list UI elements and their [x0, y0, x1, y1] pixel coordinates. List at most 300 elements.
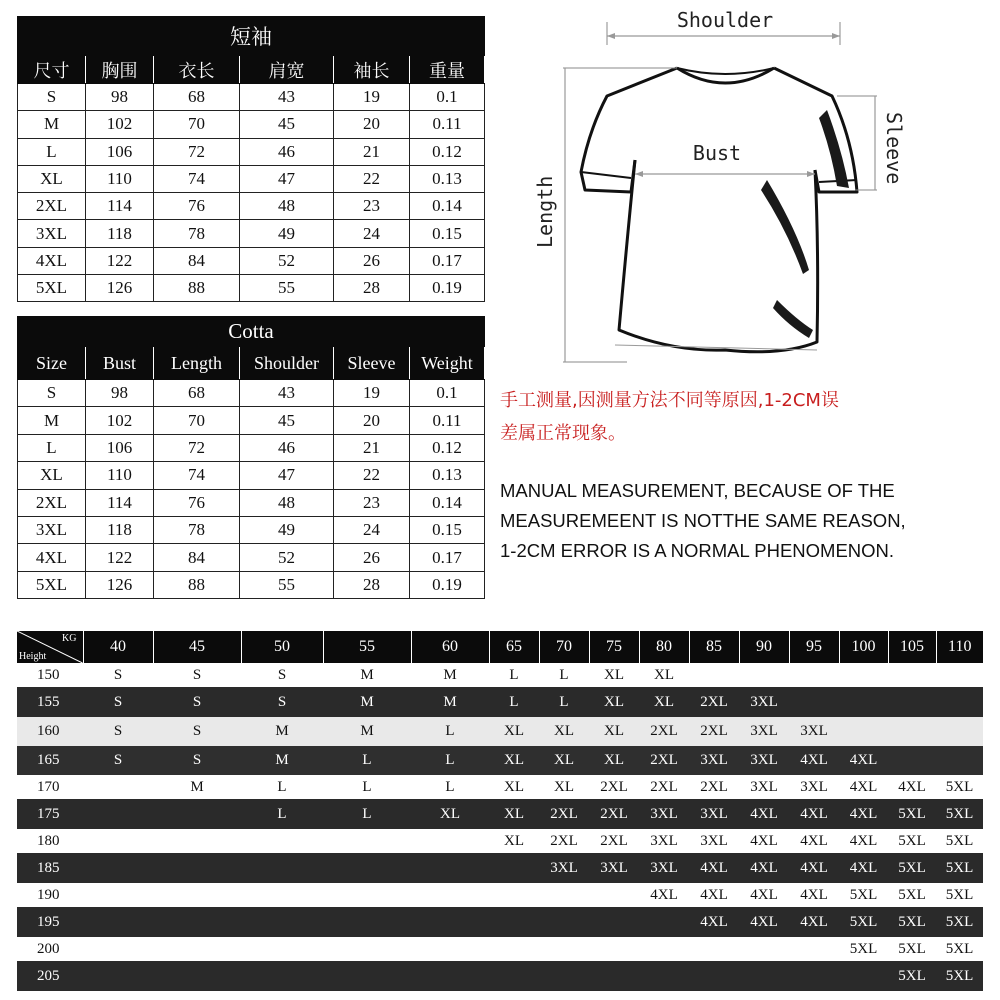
table-cell: 102 — [86, 407, 154, 434]
size-cell: 4XL — [789, 853, 839, 883]
size-table-english — [17, 316, 485, 599]
height-value: 160 — [17, 717, 83, 746]
size-cell: 4XL — [789, 883, 839, 907]
chart-row — [17, 961, 983, 991]
size-cell: M — [323, 663, 411, 687]
size-cell: 4XL — [689, 907, 739, 937]
table-cell: 24 — [334, 220, 410, 247]
table-cell: 23 — [334, 489, 410, 516]
size-cell — [323, 883, 411, 907]
table-cell: 0.19 — [410, 571, 485, 598]
table-cell: 4XL — [18, 544, 86, 571]
size-cell: M — [323, 687, 411, 717]
size-cell — [83, 937, 153, 961]
size-cell: 3XL — [689, 829, 739, 853]
size-cell: XL — [539, 746, 589, 775]
table-cell: 55 — [240, 275, 334, 302]
table-cell: 45 — [240, 407, 334, 434]
size-cell: XL — [489, 775, 539, 799]
size-cell — [489, 937, 539, 961]
column-header: Shoulder — [240, 347, 334, 380]
table-cell: 48 — [240, 489, 334, 516]
table-cell: 43 — [240, 84, 334, 111]
size-cell — [489, 961, 539, 991]
table-row — [18, 165, 485, 192]
table-cell: 0.14 — [410, 489, 485, 516]
weight-header: 60 — [411, 631, 489, 663]
table-cell: 114 — [86, 489, 154, 516]
size-cell: M — [411, 687, 489, 717]
size-cell — [241, 937, 323, 961]
table-cell: 49 — [240, 220, 334, 247]
size-cell: 4XL — [789, 799, 839, 829]
table-cell: 0.17 — [410, 544, 485, 571]
table-row — [18, 489, 485, 516]
size-cell: 2XL — [539, 799, 589, 829]
size-cell: 2XL — [689, 775, 739, 799]
height-value: 200 — [17, 937, 83, 961]
table-cell: 76 — [154, 489, 240, 516]
table-cell: 0.11 — [410, 407, 485, 434]
size-cell: 5XL — [888, 829, 936, 853]
size-cell — [936, 746, 983, 775]
size-cell: S — [153, 663, 241, 687]
size-cell: 5XL — [936, 853, 983, 883]
table-row — [18, 138, 485, 165]
table-cell: 0.15 — [410, 220, 485, 247]
weight-header: 110 — [936, 631, 983, 663]
size-cell — [323, 937, 411, 961]
size-cell — [489, 907, 539, 937]
height-value: 155 — [17, 687, 83, 717]
size-cell: 4XL — [689, 883, 739, 907]
size-cell: L — [323, 746, 411, 775]
table-cell: 126 — [86, 571, 154, 598]
height-weight-size-chart — [17, 631, 983, 991]
table-cell: 102 — [86, 111, 154, 138]
size-cell — [539, 883, 589, 907]
table-cell: 122 — [86, 544, 154, 571]
size-cell — [241, 961, 323, 991]
table-header-row — [18, 56, 485, 84]
size-cell: 3XL — [689, 799, 739, 829]
size-cell: S — [153, 687, 241, 717]
table-cell: 68 — [154, 84, 240, 111]
size-cell: L — [241, 775, 323, 799]
size-cell: XL — [489, 717, 539, 746]
chart-row — [17, 687, 983, 717]
size-cell — [241, 853, 323, 883]
size-cell — [153, 799, 241, 829]
table-row — [18, 407, 485, 434]
table-row — [18, 111, 485, 138]
size-cell — [323, 853, 411, 883]
table-cell: 98 — [86, 380, 154, 407]
weight-header: 45 — [153, 631, 241, 663]
table-cell: 5XL — [18, 275, 86, 302]
table-cell: 20 — [334, 407, 410, 434]
chart-row — [17, 799, 983, 829]
table-cell: 0.1 — [410, 380, 485, 407]
size-cell — [888, 746, 936, 775]
note-line: 手工测量,因测量方法不同等原因,1-2CM误 — [500, 390, 839, 411]
table-cell: 5XL — [18, 571, 86, 598]
weight-header: 85 — [689, 631, 739, 663]
size-cell — [689, 663, 739, 687]
table-row — [18, 220, 485, 247]
size-cell — [83, 799, 153, 829]
table-cell: 72 — [154, 138, 240, 165]
table-cell: S — [18, 380, 86, 407]
table-cell: M — [18, 111, 86, 138]
size-cell: 4XL — [789, 907, 839, 937]
size-cell — [241, 883, 323, 907]
table-cell: 70 — [154, 111, 240, 138]
size-cell — [589, 937, 639, 961]
table-row — [18, 544, 485, 571]
size-cell: 5XL — [839, 907, 888, 937]
table-cell: 47 — [240, 165, 334, 192]
size-cell: L — [489, 687, 539, 717]
weight-header: 80 — [639, 631, 689, 663]
size-cell: 4XL — [639, 883, 689, 907]
table-cell: L — [18, 434, 86, 461]
table-cell: 55 — [240, 571, 334, 598]
size-cell — [153, 961, 241, 991]
size-cell: M — [153, 775, 241, 799]
height-value: 185 — [17, 853, 83, 883]
table-cell: 72 — [154, 434, 240, 461]
table-cell: 0.12 — [410, 434, 485, 461]
size-cell: L — [323, 799, 411, 829]
size-cell — [739, 961, 789, 991]
table-cell: 46 — [240, 138, 334, 165]
tshirt-shading — [761, 110, 849, 338]
table-cell: 24 — [334, 516, 410, 543]
table-cell: 88 — [154, 275, 240, 302]
size-cell: 3XL — [739, 687, 789, 717]
weight-header: 55 — [323, 631, 411, 663]
chart-row — [17, 907, 983, 937]
size-cell — [411, 829, 489, 853]
size-cell: 4XL — [888, 775, 936, 799]
size-cell — [639, 907, 689, 937]
table-header-row — [18, 347, 485, 380]
chart-row — [17, 746, 983, 775]
table-cell: 122 — [86, 247, 154, 274]
size-cell: M — [323, 717, 411, 746]
size-cell — [153, 907, 241, 937]
size-cell — [888, 717, 936, 746]
size-cell: 3XL — [739, 717, 789, 746]
size-cell — [789, 687, 839, 717]
size-cell — [489, 883, 539, 907]
size-cell: L — [411, 746, 489, 775]
size-cell: 5XL — [888, 883, 936, 907]
size-cell: XL — [539, 775, 589, 799]
size-cell: 3XL — [589, 853, 639, 883]
table-cell: 28 — [334, 275, 410, 302]
size-cell — [153, 853, 241, 883]
size-cell: XL — [639, 687, 689, 717]
size-cell: 5XL — [936, 775, 983, 799]
size-cell: 5XL — [888, 961, 936, 991]
table-cell: 22 — [334, 165, 410, 192]
size-cell — [83, 853, 153, 883]
table-cell: 118 — [86, 516, 154, 543]
height-value: 175 — [17, 799, 83, 829]
size-cell: 2XL — [639, 717, 689, 746]
size-cell — [83, 961, 153, 991]
size-cell — [589, 907, 639, 937]
size-cell: 3XL — [739, 775, 789, 799]
size-cell: 4XL — [839, 799, 888, 829]
size-cell: S — [83, 746, 153, 775]
table-cell: 23 — [334, 193, 410, 220]
size-cell: XL — [489, 746, 539, 775]
size-cell — [936, 717, 983, 746]
column-header: Sleeve — [334, 347, 410, 380]
table-row — [18, 247, 485, 274]
size-cell: 4XL — [839, 829, 888, 853]
table-cell: 78 — [154, 220, 240, 247]
size-cell — [241, 829, 323, 853]
size-cell — [839, 663, 888, 687]
chart-row — [17, 775, 983, 799]
size-cell: 3XL — [639, 853, 689, 883]
size-cell — [888, 663, 936, 687]
table-cell: 74 — [154, 462, 240, 489]
table-cell: 2XL — [18, 193, 86, 220]
size-cell: S — [153, 717, 241, 746]
size-cell: S — [83, 687, 153, 717]
size-cell: 2XL — [639, 746, 689, 775]
size-cell — [411, 853, 489, 883]
table-cell: 46 — [240, 434, 334, 461]
table-cell: 20 — [334, 111, 410, 138]
weight-header: 105 — [888, 631, 936, 663]
table-cell: 0.13 — [410, 462, 485, 489]
table-cell: XL — [18, 462, 86, 489]
size-cell — [936, 663, 983, 687]
size-cell: XL — [639, 663, 689, 687]
size-cell: L — [489, 663, 539, 687]
size-cell — [839, 687, 888, 717]
size-cell — [83, 907, 153, 937]
size-cell: L — [411, 717, 489, 746]
size-cell: 5XL — [888, 937, 936, 961]
size-cell: 2XL — [539, 829, 589, 853]
size-cell — [539, 937, 589, 961]
size-cell — [323, 961, 411, 991]
size-cell: 5XL — [936, 937, 983, 961]
size-cell: 3XL — [739, 746, 789, 775]
table-row — [18, 434, 485, 461]
size-cell — [689, 961, 739, 991]
size-cell: M — [241, 746, 323, 775]
weight-header: 50 — [241, 631, 323, 663]
table-title: 短袖 — [18, 17, 485, 56]
table-cell: 76 — [154, 193, 240, 220]
size-cell: 5XL — [888, 799, 936, 829]
size-cell — [153, 829, 241, 853]
weight-header: 70 — [539, 631, 589, 663]
measurement-note-chinese — [500, 384, 940, 450]
column-header: 肩宽 — [240, 56, 334, 84]
column-header: 袖长 — [334, 56, 410, 84]
weight-header: 90 — [739, 631, 789, 663]
size-cell — [739, 937, 789, 961]
corner-height-label: Height — [19, 651, 47, 662]
size-cell — [153, 937, 241, 961]
size-cell — [589, 883, 639, 907]
table-cell: 0.14 — [410, 193, 485, 220]
size-cell — [83, 829, 153, 853]
weight-header: 75 — [589, 631, 639, 663]
weight-header: 95 — [789, 631, 839, 663]
height-value: 205 — [17, 961, 83, 991]
height-value: 180 — [17, 829, 83, 853]
table-cell: 21 — [334, 138, 410, 165]
size-cell: L — [539, 687, 589, 717]
size-cell: 5XL — [936, 907, 983, 937]
size-cell — [839, 961, 888, 991]
table-cell: 19 — [334, 380, 410, 407]
table-cell: 74 — [154, 165, 240, 192]
size-cell: 5XL — [936, 799, 983, 829]
size-cell: 4XL — [839, 746, 888, 775]
bust-measure-line — [635, 171, 815, 177]
size-cell: 4XL — [789, 829, 839, 853]
table-row — [18, 516, 485, 543]
height-value: 190 — [17, 883, 83, 907]
table-cell: 0.19 — [410, 275, 485, 302]
size-cell: L — [539, 663, 589, 687]
table-cell: 84 — [154, 247, 240, 274]
size-cell — [639, 937, 689, 961]
measurement-note-english — [500, 476, 950, 566]
table-row — [18, 380, 485, 407]
size-cell — [153, 883, 241, 907]
size-cell: 4XL — [739, 907, 789, 937]
table-row — [18, 193, 485, 220]
tshirt-icon — [581, 68, 857, 352]
column-header: 胸围 — [86, 56, 154, 84]
size-cell: 5XL — [888, 853, 936, 883]
size-cell — [411, 907, 489, 937]
size-cell: XL — [539, 717, 589, 746]
size-cell — [936, 687, 983, 717]
table-cell: 2XL — [18, 489, 86, 516]
size-cell — [411, 937, 489, 961]
size-cell: 3XL — [789, 775, 839, 799]
size-cell — [83, 883, 153, 907]
size-cell: S — [241, 663, 323, 687]
size-cell: S — [83, 717, 153, 746]
weight-header: 100 — [839, 631, 888, 663]
table-cell: 70 — [154, 407, 240, 434]
table-cell: 28 — [334, 571, 410, 598]
table-cell: L — [18, 138, 86, 165]
note-line: 差属正常现象。 — [500, 423, 626, 444]
table-cell: 26 — [334, 544, 410, 571]
table-cell: 43 — [240, 380, 334, 407]
size-cell: 2XL — [689, 717, 739, 746]
size-cell — [83, 775, 153, 799]
table-cell: 22 — [334, 462, 410, 489]
table-cell: 47 — [240, 462, 334, 489]
table-cell: 0.11 — [410, 111, 485, 138]
size-cell: XL — [589, 687, 639, 717]
size-cell — [323, 829, 411, 853]
sleeve-label: Sleeve — [882, 112, 906, 185]
table-cell: 106 — [86, 434, 154, 461]
table-cell: 3XL — [18, 220, 86, 247]
note-line: MANUAL MEASUREMENT, BECAUSE OF THE — [500, 480, 895, 501]
chart-row — [17, 853, 983, 883]
size-cell: 4XL — [689, 853, 739, 883]
size-cell: 2XL — [689, 687, 739, 717]
table-cell: S — [18, 84, 86, 111]
table-cell: 21 — [334, 434, 410, 461]
bust-label: Bust — [692, 141, 742, 165]
table-cell: 0.13 — [410, 165, 485, 192]
chart-corner-cell — [17, 631, 83, 663]
size-cell — [589, 961, 639, 991]
table-cell: 98 — [86, 84, 154, 111]
size-cell — [241, 907, 323, 937]
table-cell: M — [18, 407, 86, 434]
corner-kg-label: KG — [62, 633, 77, 644]
size-cell: S — [83, 663, 153, 687]
size-cell: M — [411, 663, 489, 687]
column-header: 衣长 — [154, 56, 240, 84]
height-value: 150 — [17, 663, 83, 687]
table-cell: 19 — [334, 84, 410, 111]
table-cell: 0.15 — [410, 516, 485, 543]
length-label: Length — [533, 175, 557, 248]
height-value: 165 — [17, 746, 83, 775]
size-cell — [323, 907, 411, 937]
table-title: Cotta — [18, 317, 485, 347]
size-cell: S — [153, 746, 241, 775]
size-cell — [888, 687, 936, 717]
size-cell: XL — [489, 829, 539, 853]
size-cell — [689, 937, 739, 961]
column-header: 重量 — [410, 56, 485, 84]
weight-header: 40 — [83, 631, 153, 663]
size-cell: 3XL — [639, 799, 689, 829]
table-cell: XL — [18, 165, 86, 192]
size-cell: M — [241, 717, 323, 746]
size-cell — [411, 961, 489, 991]
size-cell: 3XL — [539, 853, 589, 883]
table-cell: 106 — [86, 138, 154, 165]
size-cell: 3XL — [689, 746, 739, 775]
table-cell: 49 — [240, 516, 334, 543]
chart-row — [17, 663, 983, 687]
table-cell: 0.12 — [410, 138, 485, 165]
size-cell: 5XL — [936, 883, 983, 907]
table-row — [18, 462, 485, 489]
size-cell: 5XL — [936, 829, 983, 853]
table-cell: 84 — [154, 544, 240, 571]
shoulder-label: Shoulder — [676, 8, 774, 32]
size-cell — [739, 663, 789, 687]
size-cell: 4XL — [839, 775, 888, 799]
size-cell: 3XL — [789, 717, 839, 746]
height-value: 170 — [17, 775, 83, 799]
